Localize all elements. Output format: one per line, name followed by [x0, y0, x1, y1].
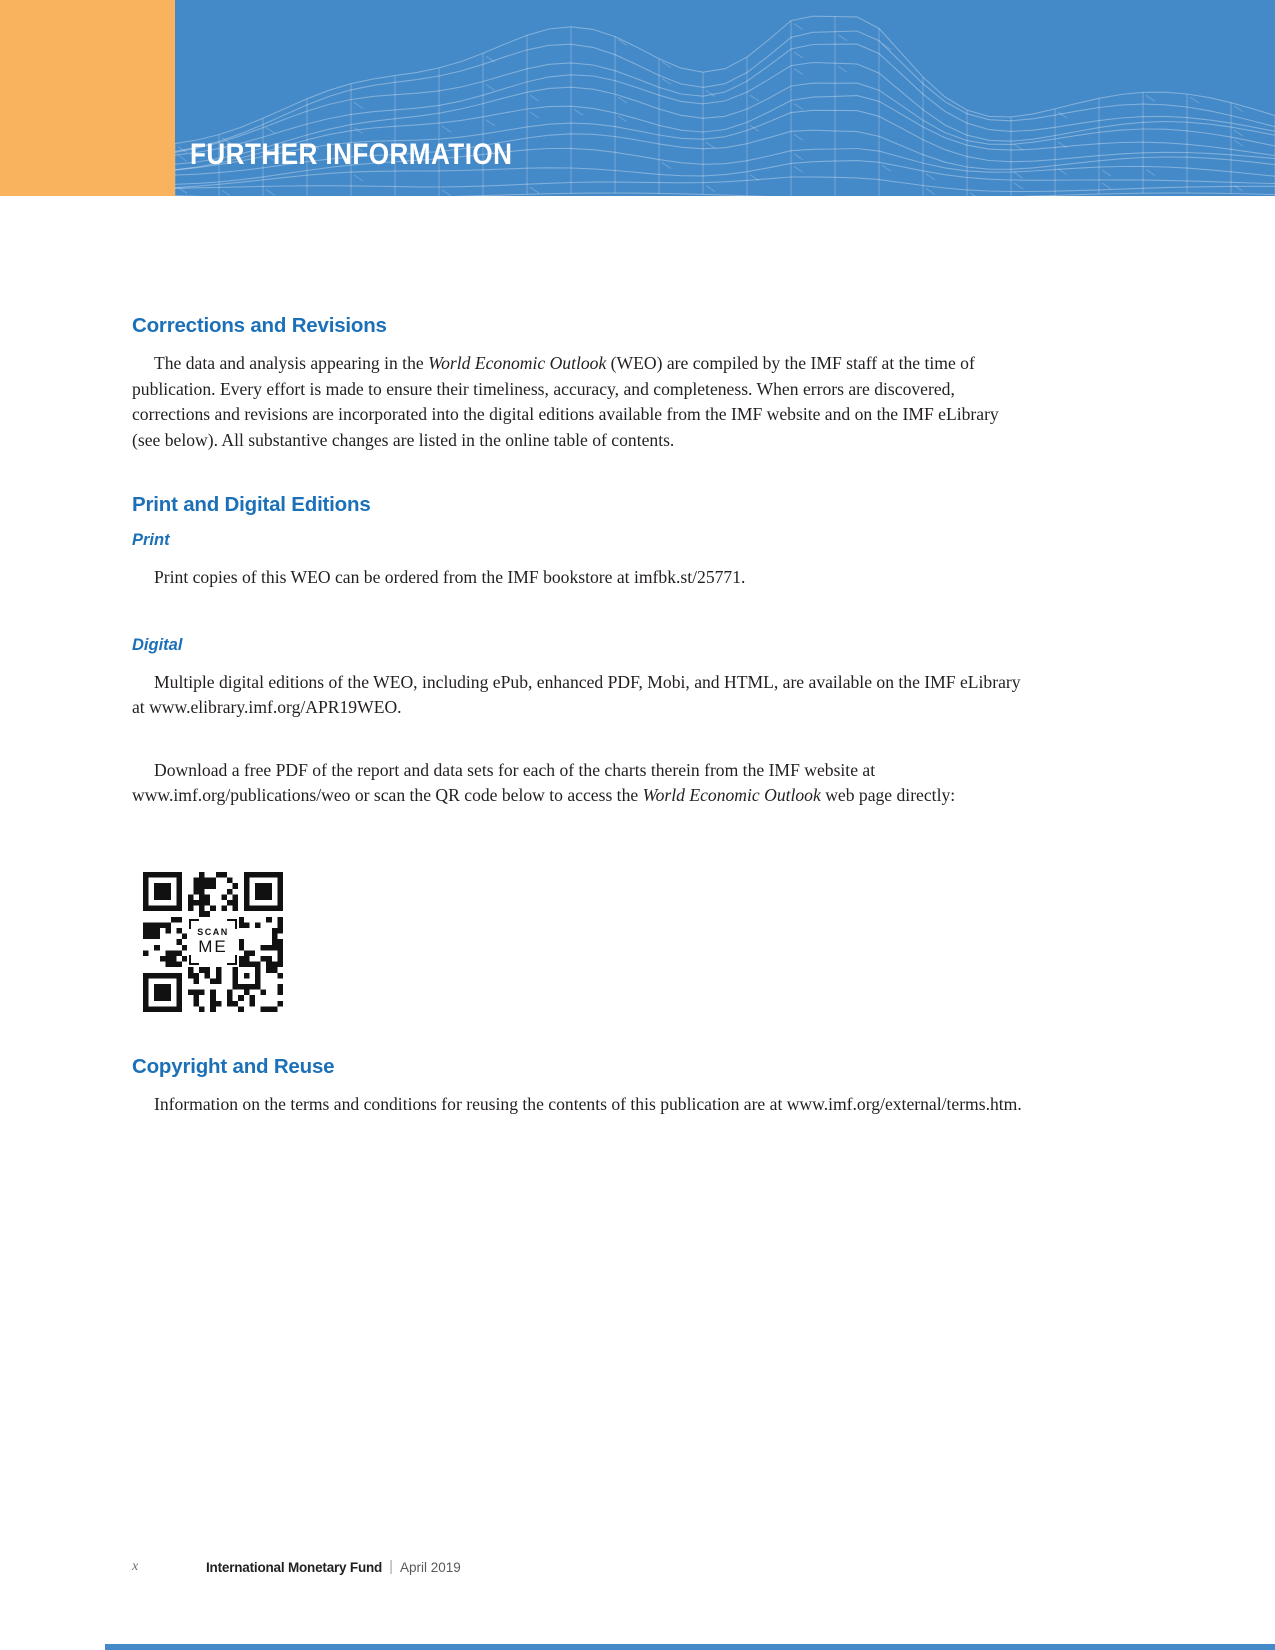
italic-title-run: World Economic Outlook	[428, 353, 607, 373]
text-run: (WEO) are compiled by the IMF staff at the time of publication. Every effort is made to ensure their timeliness, accuracy, and completeness. When errors are discovered, corrections and revisions are incorporated into the digital editions available from the IMF website and on the IMF eLibrary (see below). All substantive changes are listed in the online table of contents.	[132, 353, 999, 450]
paragraph-download	[132, 758, 1024, 809]
heading-print-and-digital-editions: Print and Digital Editions	[132, 493, 371, 516]
bracket-corner-icon	[189, 955, 199, 965]
subheading-print: Print	[132, 531, 170, 549]
bottom-rule	[105, 1644, 1275, 1650]
heading-copyright-and-reuse: Copyright and Reuse	[132, 1054, 335, 1078]
subheading-digital: Digital	[132, 635, 183, 654]
page-footer	[132, 1556, 461, 1578]
page-content	[132, 196, 1024, 1117]
page-number: x	[132, 1559, 139, 1574]
qr-label-me: ME	[198, 937, 228, 956]
orange-corner-block	[0, 0, 175, 196]
text-run: The data and analysis appearing in the	[154, 353, 429, 373]
text-run: Download a free PDF of the report and data sets for each of the charts therein from the IMF website at www.imf.org/publications/weo or scan the QR code below to access the	[132, 759, 876, 805]
italic-title-run: World Economic Outlook	[642, 785, 821, 805]
text-run: web page directly:	[820, 785, 956, 805]
bracket-corner-icon	[189, 919, 199, 929]
publisher-name: International Monetary Fund	[206, 1559, 383, 1575]
qr-scan-me-label	[187, 917, 239, 967]
bracket-corner-icon	[227, 919, 237, 929]
qr-code	[143, 872, 283, 1012]
page-title: FURTHER INFORMATION	[190, 138, 513, 171]
heading-corrections-and-revisions: Corrections and Revisions	[132, 314, 387, 337]
paragraph-corrections	[132, 351, 1024, 453]
paragraph-print: Print copies of this WEO can be ordered from the IMF bookstore at imfbk.st/25771.	[154, 567, 746, 587]
footer-divider: |	[389, 1557, 394, 1575]
bracket-corner-icon	[227, 955, 237, 965]
edition-date: April 2019	[400, 1559, 461, 1575]
qr-label-scan: SCAN	[197, 927, 229, 937]
paragraph-digital: Multiple digital editions of the WEO, including ePub, enhanced PDF, Mobi, and HTML, are available on the IMF eLibrary at www.elibrary.imf.org/APR19WEO.	[132, 671, 1021, 717]
paragraph-copyright: Information on the terms and conditions for reusing the contents of this publication are at www.imf.org/external/terms.htm.	[154, 1093, 1022, 1114]
